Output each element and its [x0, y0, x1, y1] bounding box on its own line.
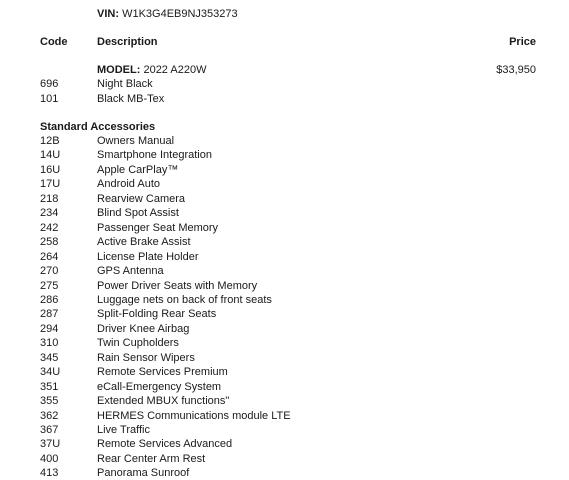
row-description: Extended MBUX functions" — [97, 395, 230, 408]
row-description: Rearview Camera — [97, 192, 186, 205]
row-description: Live Traffic — [97, 424, 150, 436]
row-code: 218 — [40, 192, 59, 205]
row-description: Rear Center Arm Rest — [97, 452, 206, 465]
row-description: HERMES Communications module LTE — [97, 409, 291, 422]
vin-line — [97, 7, 238, 21]
row-description: Smartphone Integration — [97, 149, 212, 162]
row-description: Panorama Sunroof — [97, 467, 190, 480]
row-code: 258 — [40, 236, 59, 249]
row-code: 310 — [40, 337, 59, 350]
row-code: 413 — [40, 467, 59, 480]
row-code: 275 — [40, 279, 59, 292]
row-code: 367 — [40, 424, 59, 436]
vin-label: VIN: — [97, 8, 119, 20]
row-code: 287 — [40, 308, 59, 321]
standard-accessories-heading: Standard Accessories — [40, 121, 156, 133]
row-description: Driver Knee Airbag — [97, 322, 190, 335]
row-description: Android Auto — [97, 178, 160, 191]
description-column-header: Description — [97, 36, 158, 48]
row-code: 345 — [40, 351, 59, 364]
row-code: 286 — [40, 293, 59, 306]
row-code: 234 — [40, 207, 59, 220]
row-code: 12B — [40, 135, 60, 147]
row-description: Twin Cupholders — [97, 337, 179, 350]
row-description: eCall-Emergency System — [97, 380, 222, 393]
row-code: 400 — [40, 452, 59, 465]
row-description: Active Brake Assist — [97, 236, 191, 249]
row-description: Remote Services Advanced — [97, 438, 233, 451]
row-description: Passenger Seat Memory — [97, 221, 219, 234]
row-description: Blind Spot Assist — [97, 207, 179, 220]
row-description: Black MB-Tex — [97, 92, 165, 105]
row-code: 242 — [40, 221, 59, 234]
row-code: 101 — [40, 92, 59, 105]
row-code: 37U — [40, 438, 61, 451]
model-price: $33,950 — [496, 64, 536, 76]
row-code: 264 — [40, 250, 59, 263]
row-description: Split-Folding Rear Seats — [97, 308, 217, 321]
price-column-header: Price — [509, 36, 536, 48]
row-description: Owners Manual — [97, 135, 175, 147]
row-code: 696 — [40, 78, 59, 90]
row-code: 351 — [40, 380, 59, 393]
code-column-header: Code — [40, 36, 68, 48]
row-code: 14U — [40, 149, 61, 162]
row-description: Luggage nets on back of front seats — [97, 293, 272, 306]
row-code: 362 — [40, 409, 59, 422]
row-description: License Plate Holder — [97, 250, 199, 263]
row-code: 270 — [40, 265, 59, 278]
row-code: 294 — [40, 322, 59, 335]
row-description: Night Black — [97, 78, 153, 90]
row-description: Rain Sensor Wipers — [97, 351, 195, 364]
row-code: 355 — [40, 395, 59, 408]
row-code: 16U — [40, 163, 61, 176]
model-line — [97, 63, 206, 77]
row-description: Remote Services Premium — [97, 366, 228, 379]
row-code: 34U — [40, 366, 61, 379]
row-description: GPS Antenna — [97, 265, 164, 278]
row-description: Apple CarPlay™ — [97, 163, 179, 176]
row-code: 17U — [40, 178, 61, 191]
vin-value: W1K3G4EB9NJ353273 — [122, 8, 238, 20]
model-value: 2022 A220W — [143, 64, 207, 76]
model-label: MODEL: — [97, 64, 141, 76]
row-description: Power Driver Seats with Memory — [97, 279, 258, 292]
